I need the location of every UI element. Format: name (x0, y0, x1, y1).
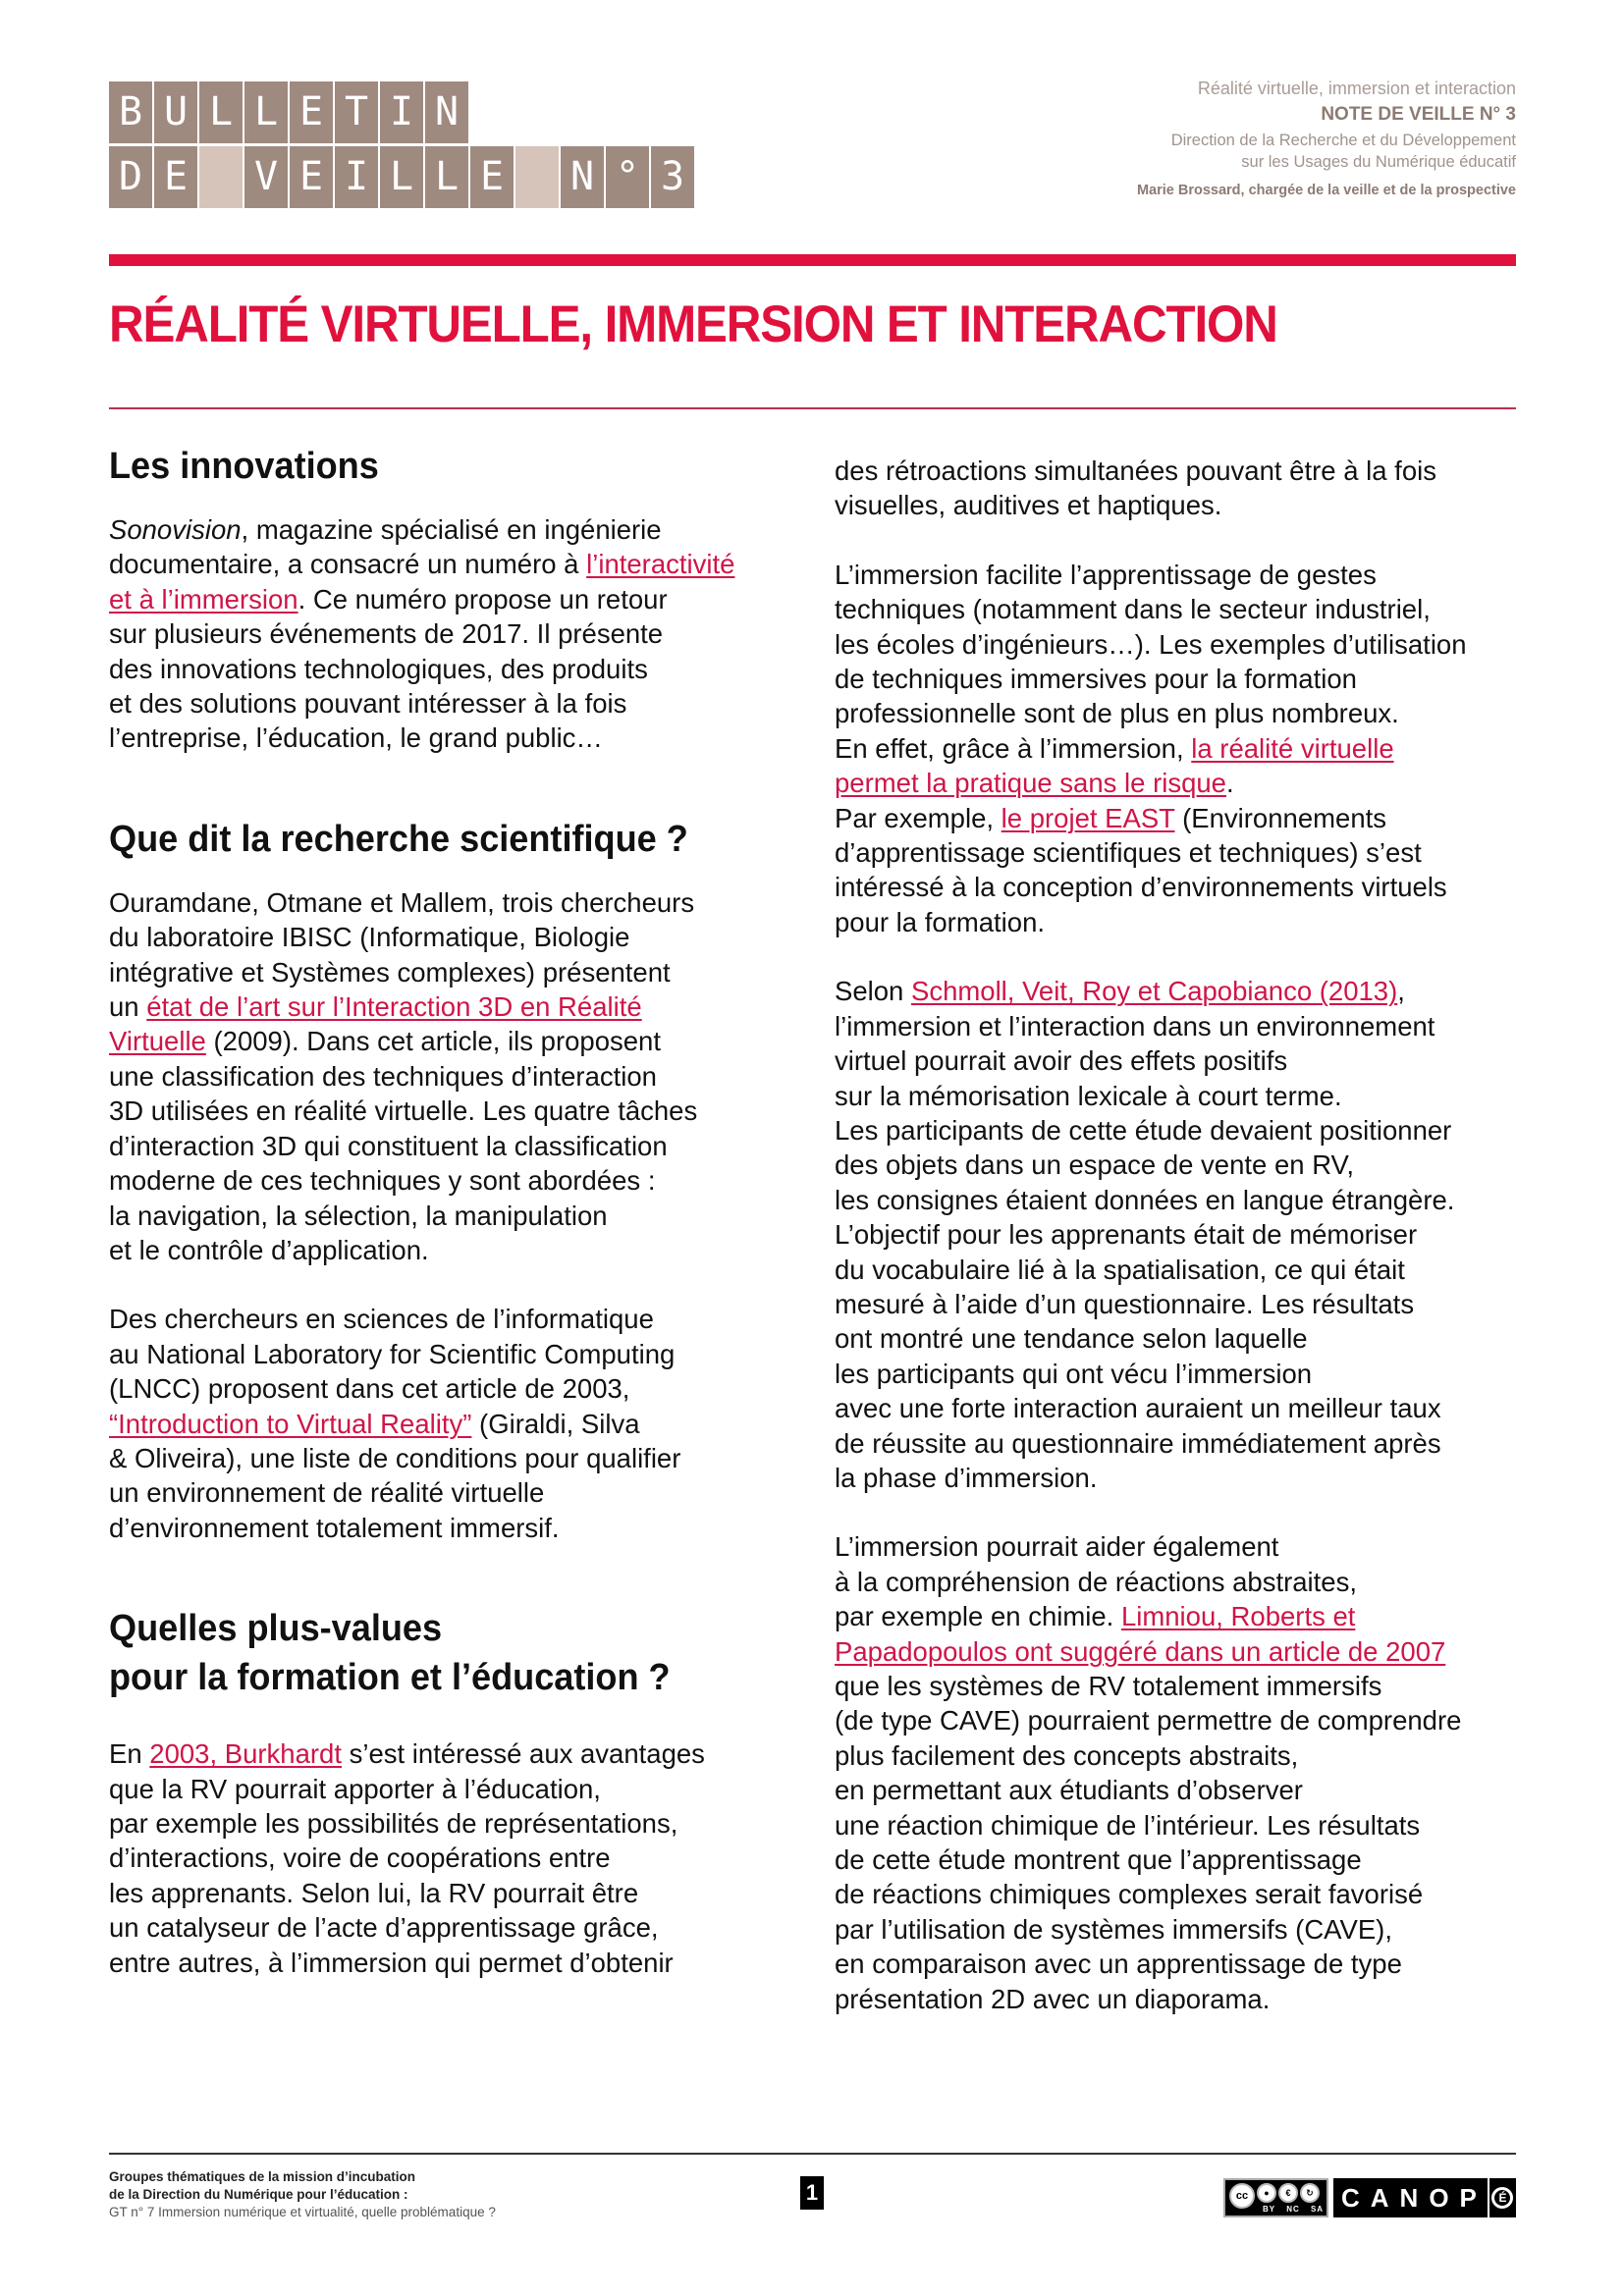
text-line: virtuel pourrait avoir des effets positifs (835, 1045, 1288, 1077)
logo-tile-blank (199, 146, 243, 208)
text-line: d’environnement totalement immersif. (109, 1512, 560, 1543)
text-line: de cette étude montrent que l’apprentissage (835, 1844, 1362, 1876)
text-line: visuelles, auditives et haptiques. (835, 490, 1222, 521)
text-line: Les participants de cette étude devaient positionner (835, 1114, 1452, 1146)
text-line: que les systèmes de RV totalement immersifs (835, 1671, 1382, 1701)
text: . (1225, 768, 1234, 799)
text-line: de techniques immersives pour la formation (835, 664, 1357, 695)
text-line: et des solutions pouvant intéresser à la fois (109, 688, 627, 720)
left-column (109, 442, 816, 1980)
header-note-number: NOTE DE VEILLE N° 3 (1321, 104, 1516, 125)
logo-tile: E (154, 146, 197, 208)
logo-tile: L (244, 81, 288, 143)
text-line: ont montré une tendance selon laquelle (835, 1323, 1308, 1355)
text-line: par l’utilisation de systèmes immersifs (CAVE), (835, 1913, 1392, 1945)
logo-tile: ° (606, 146, 649, 208)
accent-bar (109, 254, 1516, 266)
text-line: présentation 2D avec un diaporama. (835, 1983, 1271, 2014)
text-line: à la compréhension de réactions abstraites, (835, 1566, 1357, 1597)
text: , (1397, 976, 1405, 1007)
paragraph-plus-values (109, 1736, 816, 1980)
footer-divider (109, 2153, 1516, 2155)
text-line: d’apprentissage scientifiques et techniques) s’est (835, 837, 1422, 869)
logo-tile: L (425, 146, 468, 208)
text-line: l’entreprise, l’éducation, le grand public… (109, 722, 603, 754)
text-line: un environnement de réalité virtuelle (109, 1477, 545, 1509)
logo-tile: B (109, 81, 152, 143)
text-line: de réussite au questionnaire immédiatement après (835, 1427, 1441, 1459)
text-line: entre autres, à l’immersion qui permet d’obtenir (109, 1947, 674, 1978)
logo-tile: V (244, 146, 288, 208)
text-line: L’immersion pourrait aider également (835, 1531, 1279, 1563)
text-line: d’interactions, voire de coopérations entre (109, 1842, 611, 1874)
text-line: pour la formation. (835, 906, 1045, 937)
text-line: Ouramdane, Otmane et Mallem, trois chercheurs (109, 886, 695, 918)
page-number: 1 (800, 2176, 824, 2210)
logo-tile: E (290, 81, 333, 143)
link-introduction-virtual-reality[interactable]: “Introduction to Virtual Reality” (109, 1408, 472, 1439)
logo-tile: D (109, 146, 152, 208)
logo-row-2 (109, 146, 694, 208)
text-line: du laboratoire IBISC (Informatique, Biologie (109, 922, 630, 953)
logo-tile: N (561, 146, 604, 208)
link-projet-east[interactable]: le projet EAST (1001, 802, 1175, 833)
logo-tile: E (470, 146, 514, 208)
logo-tile: L (380, 146, 423, 208)
text-line: moderne de ces techniques y sont abordées : (109, 1165, 656, 1197)
text-line: les consignes étaient données en langue étrangère. (835, 1184, 1455, 1215)
nc-icon: € (1278, 2183, 1298, 2203)
text: . Ce numéro propose un retour (298, 583, 668, 614)
paragraph-retroactions (835, 454, 1542, 523)
text-line: en permettant aux étudiants d’observer (835, 1775, 1303, 1806)
cc-labels: BY NC SA (1263, 2205, 1325, 2214)
text-line: sur la mémorisation lexicale à court terme. (835, 1080, 1342, 1111)
text: En (109, 1738, 150, 1770)
text-line: plus facilement des concepts abstraits, (835, 1739, 1299, 1771)
text-line: la navigation, la sélection, la manipulation (109, 1200, 608, 1231)
by-icon: ● (1257, 2183, 1276, 2203)
text-line: et le contrôle d’application. (109, 1234, 429, 1265)
text-line: en comparaison avec un apprentissage de type (835, 1949, 1402, 1980)
link-interactivite-immersion[interactable]: l’interactivité (586, 549, 735, 580)
paragraph-chimie (835, 1529, 1542, 2016)
title-divider (109, 407, 1516, 409)
header-direction-line2: sur les Usages du Numérique éducatif (1241, 153, 1516, 171)
footer-line2: de la Direction du Numérique pour l’éducation : (109, 2187, 408, 2202)
text-line: une classification des techniques d’interaction (109, 1060, 657, 1092)
text: (Environnements (1174, 802, 1386, 833)
logo-tile-blank (515, 146, 559, 208)
heading-plus-values-line1: Quelles plus-values (109, 1608, 443, 1650)
text-line: les écoles d’ingénieurs…). Les exemples d’utilisation (835, 628, 1467, 660)
text-line: L’immersion facilite l’apprentissage de gestes (835, 559, 1377, 590)
text-line: les participants qui ont vécu l’immersion (835, 1358, 1313, 1389)
text-line: un catalyseur de l’acte d’apprentissage grâce, (109, 1912, 659, 1944)
canope-e-icon (1488, 2178, 1516, 2217)
creative-commons-badge[interactable] (1223, 2178, 1328, 2217)
link-schmoll-2013[interactable]: Schmoll, Veit, Roy et Capobianco (2013) (910, 976, 1398, 1007)
paragraph-recherche-1 (109, 885, 816, 1267)
text-line: des innovations technologiques, des produits (109, 653, 648, 684)
text-line: (de type CAVE) pourraient permettre de comprendre (835, 1705, 1462, 1736)
text-line: une réaction chimique de l’intérieur. Les résultats (835, 1809, 1421, 1841)
canope-wordmark: CANOP (1341, 2182, 1488, 2213)
paragraph-recherche-2 (109, 1302, 816, 1545)
header-topic: Réalité virtuelle, immersion et interaction (1197, 79, 1516, 98)
logo-tile: I (335, 146, 378, 208)
logo-tile: U (154, 81, 197, 143)
bulletin-logo (109, 81, 694, 211)
logo-tile: E (290, 146, 333, 208)
text-line: 3D utilisées en réalité virtuelle. Les quatre tâches (109, 1095, 698, 1127)
text-line: techniques (notamment dans le secteur industriel, (835, 594, 1431, 625)
text: s’est intéressé aux avantages (341, 1738, 705, 1770)
heading-recherche: Que dit la recherche scientifique ? (109, 818, 688, 860)
text: Selon (835, 976, 911, 1007)
text-line: & Oliveira), une liste de conditions pour qualifier (109, 1442, 681, 1473)
heading-innovations: Les innovations (109, 446, 379, 487)
text-line: des rétroactions simultanées pouvant être à la fois (835, 455, 1436, 486)
text-line: du vocabulaire lié à la spatialisation, ce qui était (835, 1254, 1405, 1285)
logo-tile: I (380, 81, 423, 143)
text-line: (LNCC) proposent dans cet article de 2003, (109, 1373, 630, 1405)
footer-line1: Groupes thématiques de la mission d’incubation (109, 2169, 416, 2184)
paragraph-gestes-techniques (835, 558, 1542, 939)
text-line: sur plusieurs événements de 2017. Il présente (109, 618, 664, 650)
text: , magazine spécialisé en ingénierie (241, 514, 662, 545)
link-pratique-sans-risque[interactable]: la réalité virtuelle (1191, 732, 1394, 764)
link-burkhardt[interactable]: 2003, Burkhardt (149, 1738, 342, 1770)
text-line: L’objectif pour les apprenants était de mémoriser (835, 1219, 1418, 1251)
text-line: Des chercheurs en sciences de l’informatique (109, 1304, 654, 1335)
link-etat-de-l-art-cont[interactable]: Virtuelle (109, 1026, 206, 1057)
text-line: par exemple les possibilités de représentations, (109, 1807, 678, 1839)
canope-e: É (1491, 2187, 1513, 2209)
text: Par exemple, (835, 802, 1001, 833)
magazine-name: Sonovision (109, 514, 242, 545)
text: par exemple en chimie. (835, 1601, 1121, 1632)
logo-row-1 (109, 81, 694, 143)
header-info (1137, 77, 1516, 200)
logo-tile: L (199, 81, 243, 143)
right-column (835, 454, 1542, 2016)
header-author: Marie Brossard, chargée de la veille et de la prospective (1136, 183, 1516, 198)
text: un (109, 991, 147, 1023)
heading-plus-values-line2: pour la formation et l’éducation ? (109, 1657, 671, 1699)
text-line: intéressé à la conception d’environnements virtuels (835, 872, 1447, 903)
cc-icon: cc (1229, 2183, 1255, 2209)
footer-info (109, 2168, 496, 2221)
text-line: professionnelle sont de plus en plus nombreux. (835, 698, 1399, 729)
text-line: au National Laboratory for Scientific Computing (109, 1338, 676, 1369)
text: (Giraldi, Silva (471, 1408, 640, 1439)
link-etat-de-l-art[interactable]: état de l’art sur l’Interaction 3D en Réalité (146, 991, 642, 1023)
logo-tile: T (335, 81, 378, 143)
text-line: de réactions chimiques complexes serait favorisé (835, 1879, 1424, 1910)
text: documentaire, a consacré un numéro à (109, 549, 587, 580)
page-title: RÉALITÉ VIRTUELLE, IMMERSION ET INTERACTION (109, 295, 1277, 353)
canope-logo (1333, 2178, 1516, 2217)
link-limniou-2007[interactable]: Limniou, Roberts et (1120, 1601, 1356, 1632)
logo-tile: N (425, 81, 468, 143)
paragraph-schmoll (835, 974, 1542, 1495)
text-line: avec une forte interaction auraient un meilleur taux (835, 1393, 1441, 1424)
text-line: d’interaction 3D qui constituent la classification (109, 1130, 668, 1161)
logo-tile: 3 (651, 146, 694, 208)
text-line: que la RV pourrait apporter à l’éducation, (109, 1773, 601, 1804)
footer-line3: GT n° 7 Immersion numérique et virtualité, quelle problématique ? (109, 2205, 496, 2219)
header-direction-line1: Direction de la Recherche et du Développement (1170, 132, 1516, 149)
text-line: l’immersion et l’interaction dans un environnement (835, 1010, 1435, 1041)
link-limniou-2007-cont[interactable]: Papadopoulos ont suggéré dans un article de 2007 (835, 1635, 1446, 1667)
text-line: les apprenants. Selon lui, la RV pourrait être (109, 1877, 639, 1908)
link-interactivite-immersion-cont[interactable]: et à l’immersion (109, 583, 298, 614)
text: (2009). Dans cet article, ils proposent (205, 1026, 661, 1057)
text: En effet, grâce à l’immersion, (835, 732, 1192, 764)
text-line: la phase d’immersion. (835, 1462, 1098, 1493)
text-line: des objets dans un espace de vente en RV, (835, 1149, 1355, 1181)
sa-icon: ↻ (1300, 2183, 1320, 2203)
link-pratique-sans-risque-cont[interactable]: permet la pratique sans le risque (835, 768, 1226, 799)
text-line: mesuré à l’aide d’un questionnaire. Les résultats (835, 1288, 1415, 1319)
text-line: intégrative et Systèmes complexes) présentent (109, 956, 671, 988)
paragraph-innovations (109, 512, 816, 756)
